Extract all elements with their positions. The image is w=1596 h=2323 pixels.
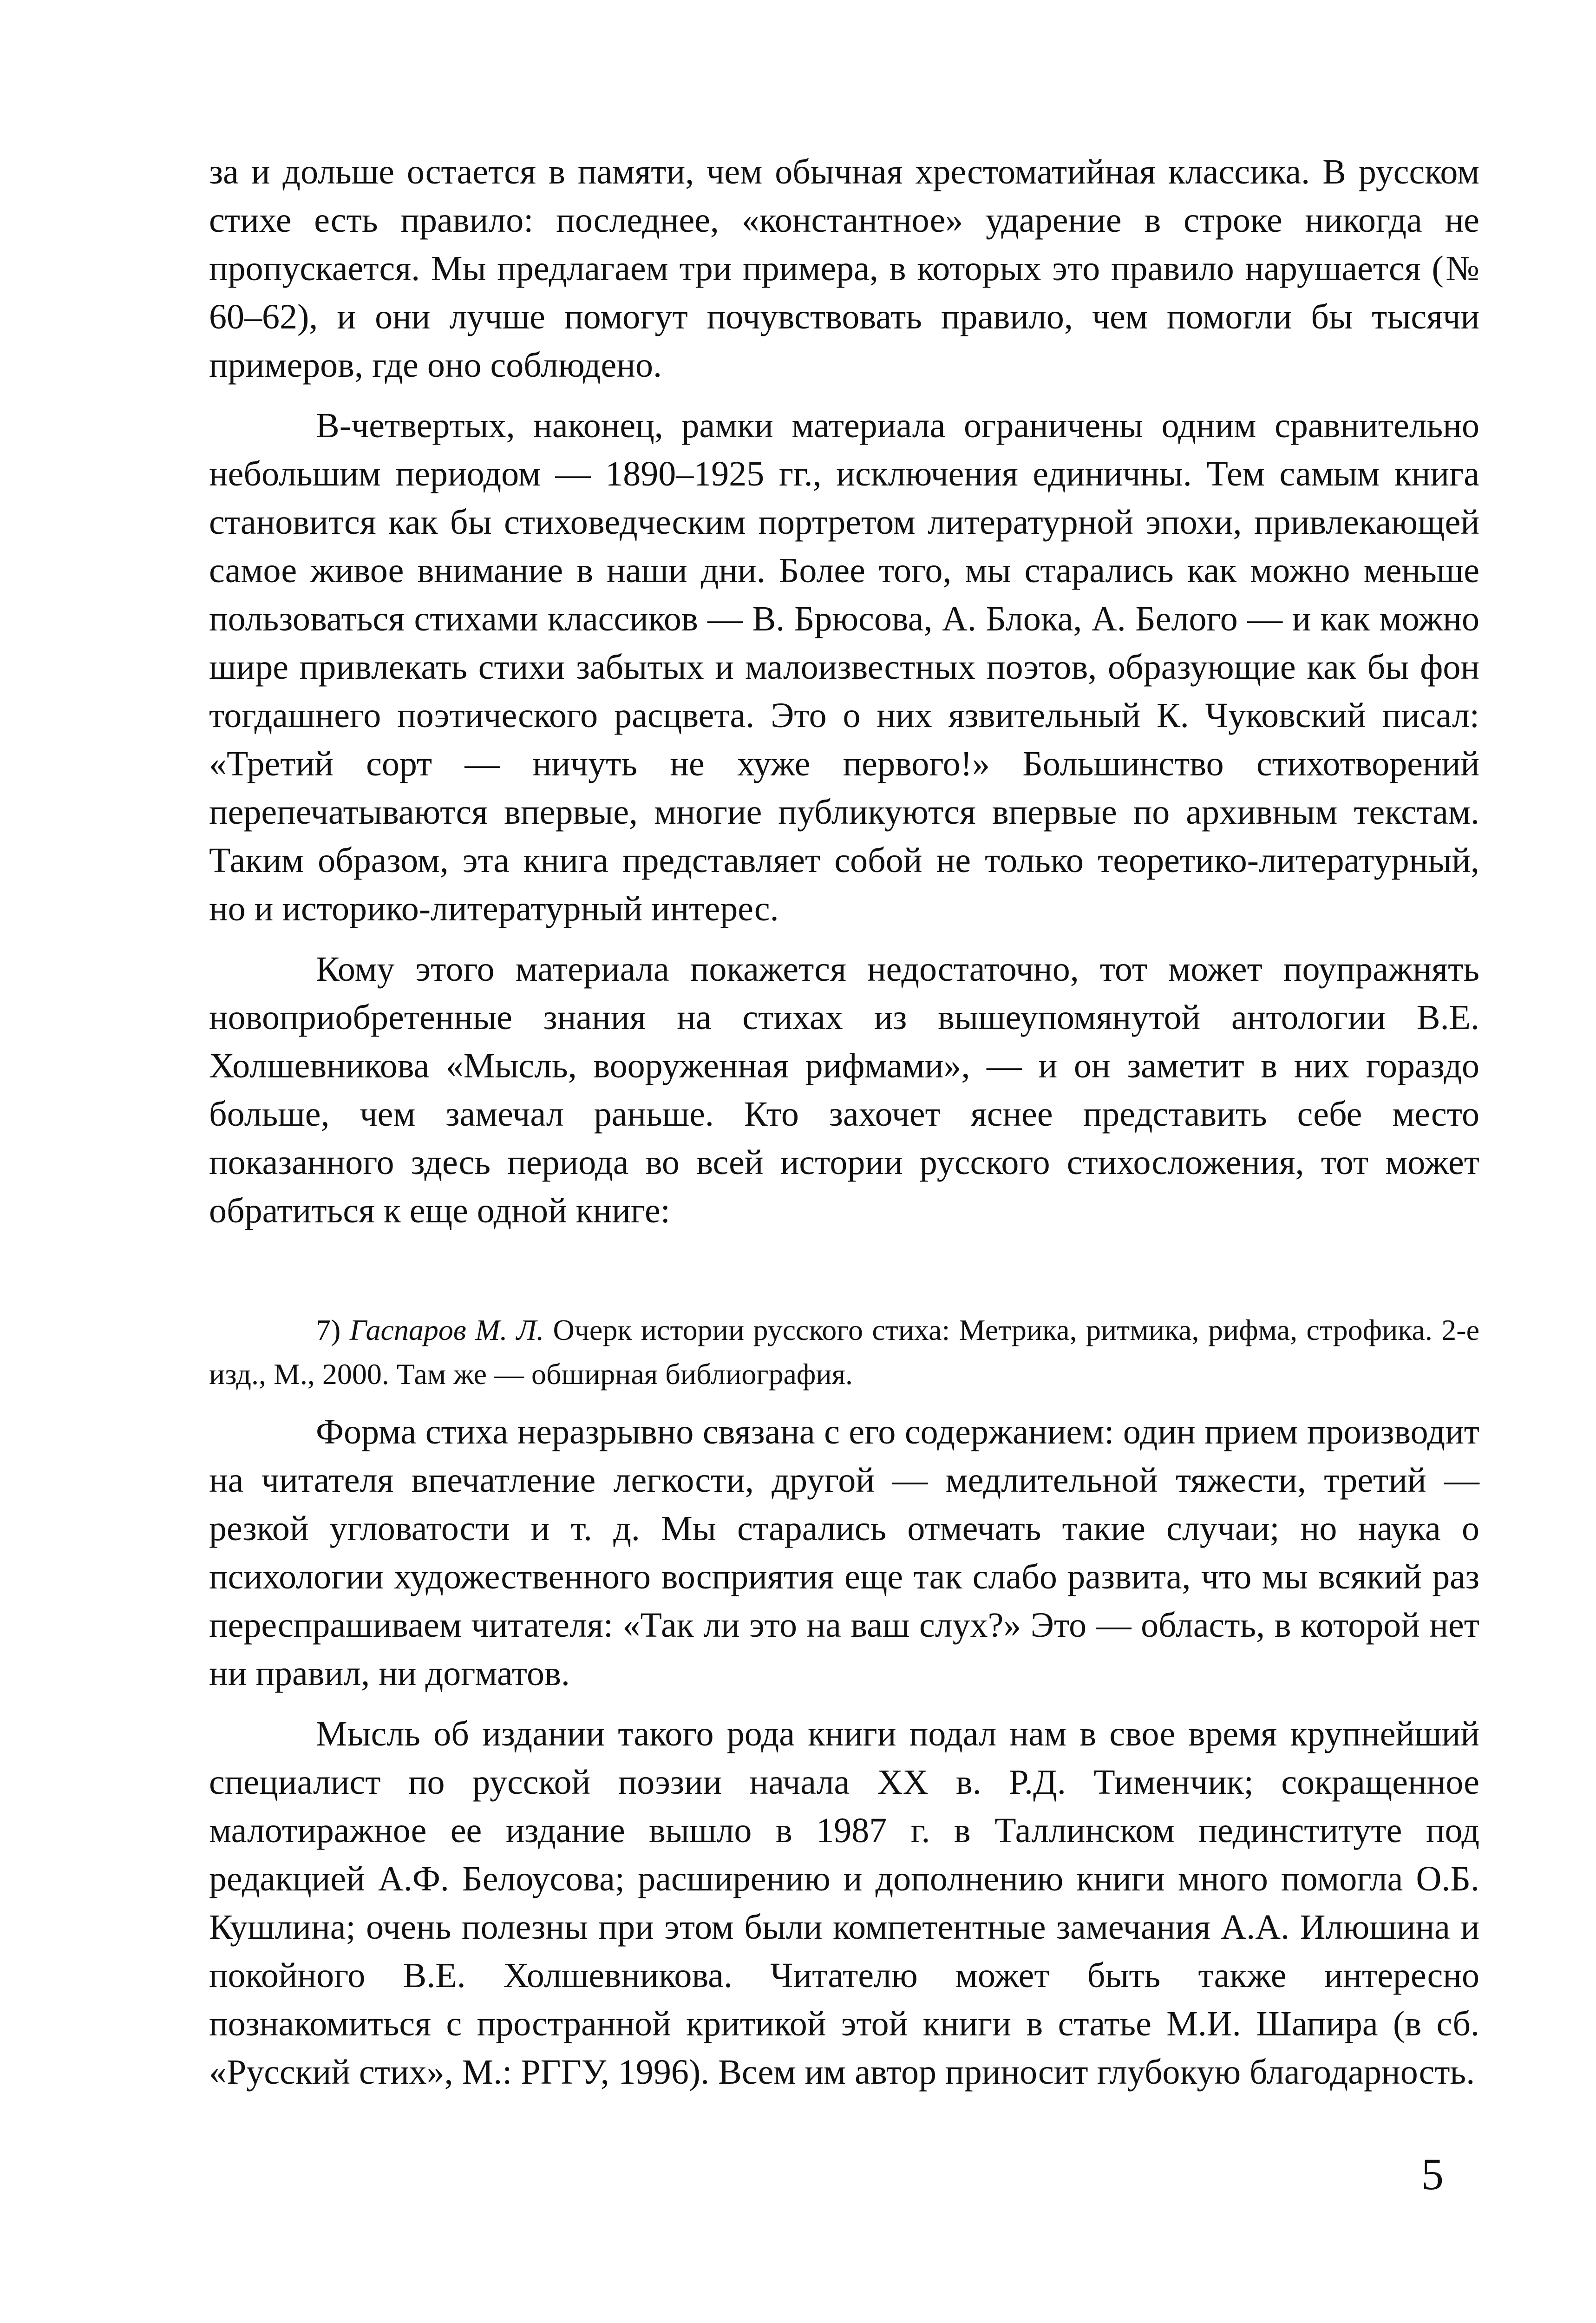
footnote	[209, 1308, 1479, 1396]
paragraph-3: Кому этого материала покажется недостаточно, тот может поупражнять новоприобретенные знания на стихах из вышеупомянутой антологии В.Е. Холшевникова «Мысль, вооруженная рифмами», — и он заметит в них гораздо больше, чем замечал раньше. Кто захочет яснее представить себе место показанного здесь периода во всей истории русского стихосложения, тот может обратиться к еще одной книге:	[209, 950, 1479, 1230]
page-number: 5	[1421, 2149, 1444, 2199]
footnote-entry	[209, 1308, 1479, 1396]
paragraph-2: В-четвертых, наконец, рамки материала ограничены одним сравнительно небольшим периодом — 1890–1925 гг., исключения единичны. Тем самым книга становится как бы стиховедческим портретом литературной эпохи, привлекающей самое живое внимание в наши дни. Более того, мы старались как можно меньше пользоваться стихами классиков — В. Брюсова, А. Блока, А. Белого — и как можно шире привлекать стихи забытых и малоизвестных поэтов, образующие как бы фон тогдашнего поэтического расцвета. Это о них язвительный К. Чуковский писал: «Третий сорт — ничуть не хуже первого!» Большинство стихотворений перепечатываются впервые, многие публикуются впервые по архивным текстам. Таким образом, эта книга представляет собой не только теоретико-литературный, но и историко-литературный интерес.	[209, 406, 1479, 928]
main-text-upper	[209, 148, 1479, 1235]
paragraph-1: за и дольше остается в памяти, чем обычная хрестоматийная классика. В русском стихе есть правило: последнее, «константное» ударение в строке никогда не пропускается. Мы предлагаем три примера, в которых это правило нарушается (№ 60–62), и они лучше помогут почувствовать правило, чем помогли бы тысячи примеров, где оно соблюдено.	[209, 152, 1479, 385]
paragraph-4: Форма стиха неразрывно связана с его содержанием: один прием производит на читателя впечатление легкости, другой — медлительной тяжести, третий — резкой угловатости и т. д. Мы старались отмечать такие случаи; но наука о психологии художественного восприятия еще так слабо развита, что мы всякий раз переспрашиваем читателя: «Так ли это на ваш слух?» Это — область, в которой нет ни правил, ни догматов.	[209, 1412, 1479, 1693]
footnote-text: Очерк истории русского стиха: Метрика, ритмика, рифма, строфика. 2-е изд., М., 2000. Там же — обширная библиография.	[209, 1313, 1480, 1391]
paragraph-5: Мысль об издании такого рода книги подал нам в свое время крупнейший специалист по русской поэзии начала XX в. Р.Д. Тименчик; сокращенное малотиражное ее издание вышло в 1987 г. в Таллинском пединституте под редакцией А.Ф. Белоусова; расширению и дополнению книги много помогла О.Б. Кушлина; очень полезны при этом были компетентные замечания А.А. Илюшина и покойного В.Е. Холшевникова. Читателю может быть также интересно познакомиться с пространной критикой этой книги в статье М.И. Шапира (в сб. «Русский стих», М.: РГГУ, 1996). Всем им автор приносит глубокую благодарность.	[209, 1714, 1479, 2092]
main-text-lower	[209, 1408, 1479, 2096]
footnote-author: Гаспаров М. Л.	[349, 1313, 544, 1346]
footnote-number: 7)	[316, 1313, 341, 1346]
